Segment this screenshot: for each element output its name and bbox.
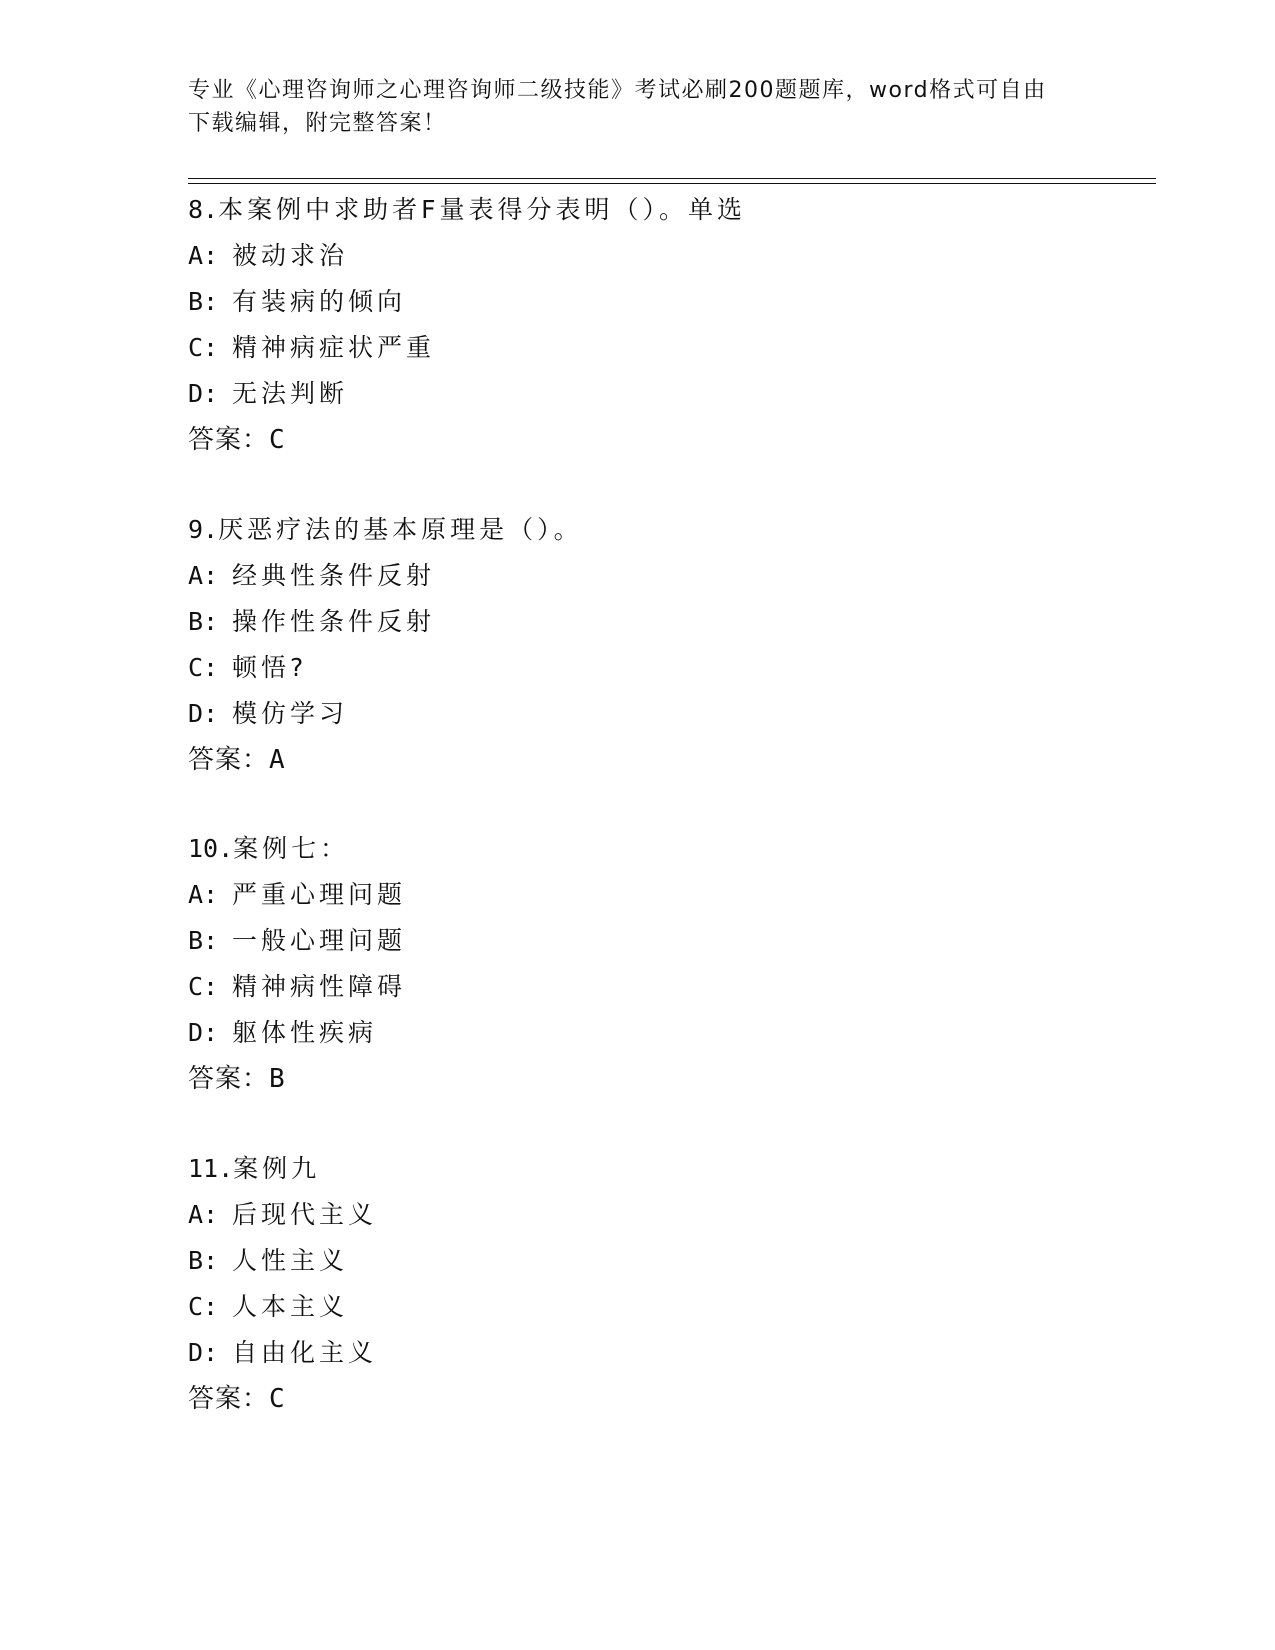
option-letter: C: (188, 1292, 219, 1321)
option-text: 后现代主义 (232, 1200, 378, 1229)
option-text: 自由化主义 (232, 1338, 378, 1367)
option-a (188, 553, 1088, 599)
answer-line (188, 737, 1088, 783)
question-number: 9. (188, 515, 219, 544)
option-b (188, 918, 1088, 964)
answer-value: C (269, 1384, 286, 1414)
option-text: 模仿学习 (232, 699, 349, 728)
option-text: 一般心理问题 (232, 926, 407, 955)
option-b (188, 1238, 1088, 1284)
question-stem (188, 187, 1088, 233)
question-11 (188, 1146, 1088, 1422)
option-text: 无法判断 (232, 379, 349, 408)
question-10 (188, 826, 1088, 1102)
option-letter: D: (188, 699, 219, 728)
option-d (188, 1010, 1088, 1056)
option-d (188, 1330, 1088, 1376)
option-text: 人性主义 (232, 1246, 349, 1275)
option-letter: B: (188, 1246, 219, 1275)
answer-label: 答案： (188, 1384, 270, 1414)
question-number: 11. (188, 1154, 234, 1183)
option-a (188, 1192, 1088, 1238)
option-c (188, 325, 1088, 371)
question-text: 案例七： (233, 834, 350, 863)
option-letter: B: (188, 926, 219, 955)
document-header: 专业《心理咨询师之心理咨询师二级技能》考试必刷200题题库，word格式可自由下载编辑，附完整答案！ (188, 78, 1047, 136)
option-letter: B: (188, 607, 219, 636)
option-c (188, 1284, 1088, 1330)
option-text: 经典性条件反射 (232, 561, 436, 590)
option-b (188, 599, 1088, 645)
option-letter: D: (188, 1018, 219, 1047)
answer-label: 答案： (188, 1064, 270, 1094)
question-text: 案例九 (233, 1154, 321, 1183)
option-text: 精神病性障碍 (232, 972, 407, 1001)
option-letter: B: (188, 287, 219, 316)
option-c (188, 645, 1088, 691)
question-9 (188, 507, 1088, 783)
option-text: 顿悟? (232, 653, 308, 682)
option-text: 精神病症状严重 (232, 333, 436, 362)
option-letter: C: (188, 972, 219, 1001)
option-c (188, 964, 1088, 1010)
option-text: 躯体性疾病 (232, 1018, 378, 1047)
option-letter: C: (188, 653, 219, 682)
option-d (188, 371, 1088, 417)
answer-line (188, 417, 1088, 463)
header-divider-bottom (188, 183, 1156, 184)
question-stem (188, 507, 1088, 553)
option-letter: D: (188, 379, 219, 408)
question-text: 本案例中求助者F量表得分表明（）。单选 (218, 195, 746, 224)
answer-line (188, 1376, 1088, 1422)
option-letter: A: (188, 561, 219, 590)
answer-label: 答案： (188, 745, 270, 775)
question-number: 10. (188, 834, 234, 863)
answer-label: 答案： (188, 425, 270, 455)
option-letter: D: (188, 1338, 219, 1367)
option-text: 被动求治 (232, 241, 349, 270)
answer-value: A (269, 745, 286, 775)
option-letter: A: (188, 1200, 219, 1229)
answer-value: B (269, 1064, 286, 1094)
option-text: 人本主义 (232, 1292, 349, 1321)
option-text: 有装病的倾向 (232, 287, 407, 316)
option-letter: A: (188, 241, 219, 270)
question-text: 厌恶疗法的基本原理是（）。 (218, 515, 583, 544)
option-d (188, 691, 1088, 737)
option-letter: C: (188, 333, 219, 362)
question-stem (188, 1146, 1088, 1192)
answer-value: C (269, 425, 286, 455)
option-text: 操作性条件反射 (232, 607, 436, 636)
question-8 (188, 187, 1088, 463)
question-stem (188, 826, 1088, 872)
option-b (188, 279, 1088, 325)
header-divider-top (188, 178, 1156, 179)
answer-line (188, 1056, 1088, 1102)
option-a (188, 872, 1088, 918)
option-text: 严重心理问题 (232, 880, 407, 909)
option-letter: A: (188, 880, 219, 909)
question-number: 8. (188, 195, 219, 224)
option-a (188, 233, 1088, 279)
